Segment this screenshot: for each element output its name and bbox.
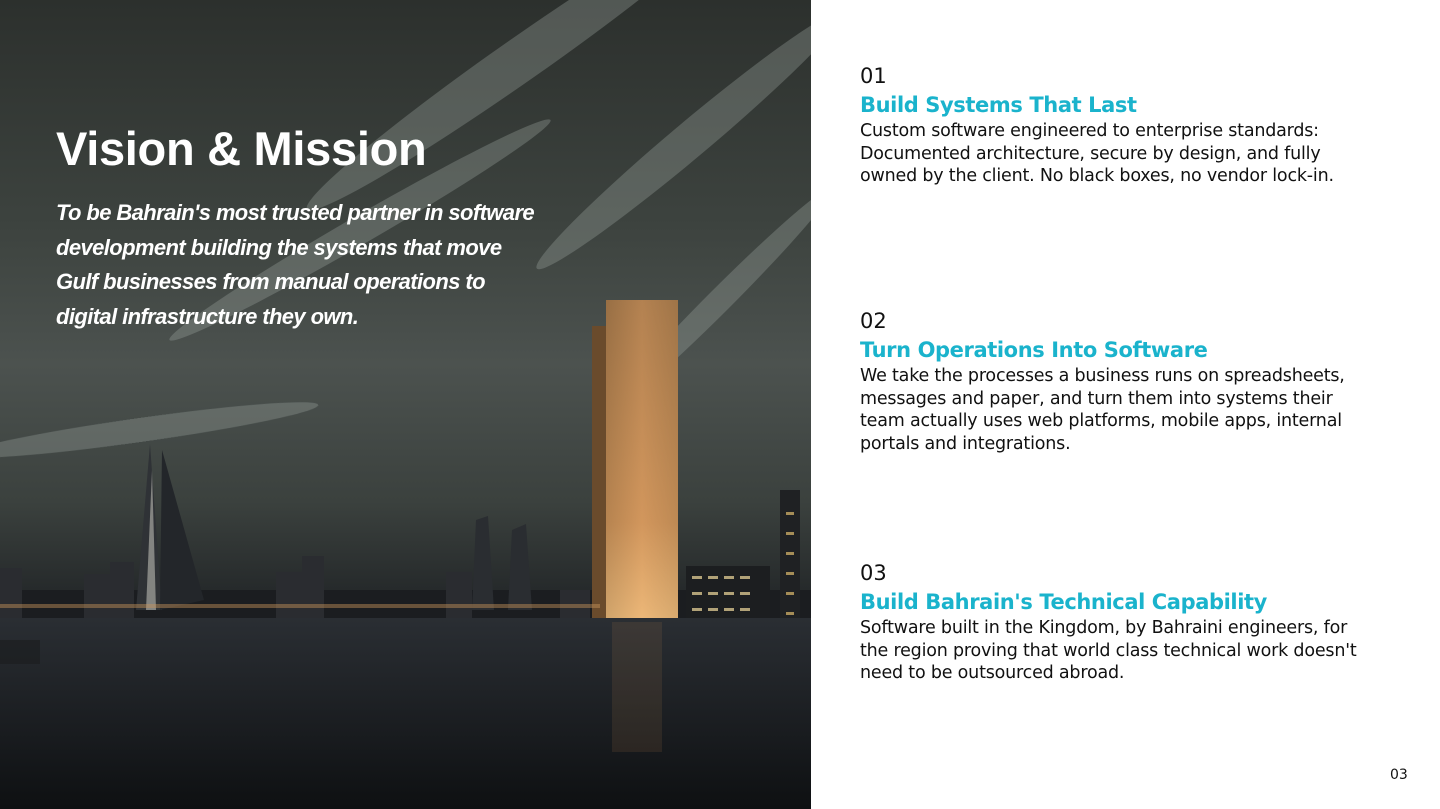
pillar-01 bbox=[860, 62, 1360, 188]
pillar-heading: Turn Operations Into Software bbox=[860, 338, 1208, 362]
pillar-03 bbox=[860, 559, 1360, 685]
pillar-number: 02 bbox=[860, 309, 887, 333]
pillar-number: 03 bbox=[860, 561, 887, 585]
pillar-body: Custom software engineered to enterprise standards: Documented architecture, secure by design, and fully owned by the client. No black boxes, no vendor lock-in. bbox=[860, 121, 1334, 186]
vision-title: Vision & Mission bbox=[56, 122, 427, 175]
vision-statement: To be Bahrain's most trusted partner in software development building the systems that move Gulf businesses from manual operations to digital infrastructure they own. bbox=[56, 200, 535, 329]
page-number: 03 bbox=[1390, 767, 1408, 783]
pillar-body: We take the processes a business runs on spreadsheets, messages and paper, and turn them into systems their team actually uses web platforms, mobile apps, internal portals and integrations. bbox=[860, 366, 1345, 454]
pillar-heading: Build Bahrain's Technical Capability bbox=[860, 590, 1267, 614]
pillar-heading: Build Systems That Last bbox=[860, 93, 1137, 117]
pillar-02 bbox=[860, 307, 1360, 455]
pillar-number: 01 bbox=[860, 64, 887, 88]
pillar-body: Software built in the Kingdom, by Bahraini engineers, for the region proving that world class technical work doesn't need to be outsourced abroad. bbox=[860, 618, 1357, 683]
